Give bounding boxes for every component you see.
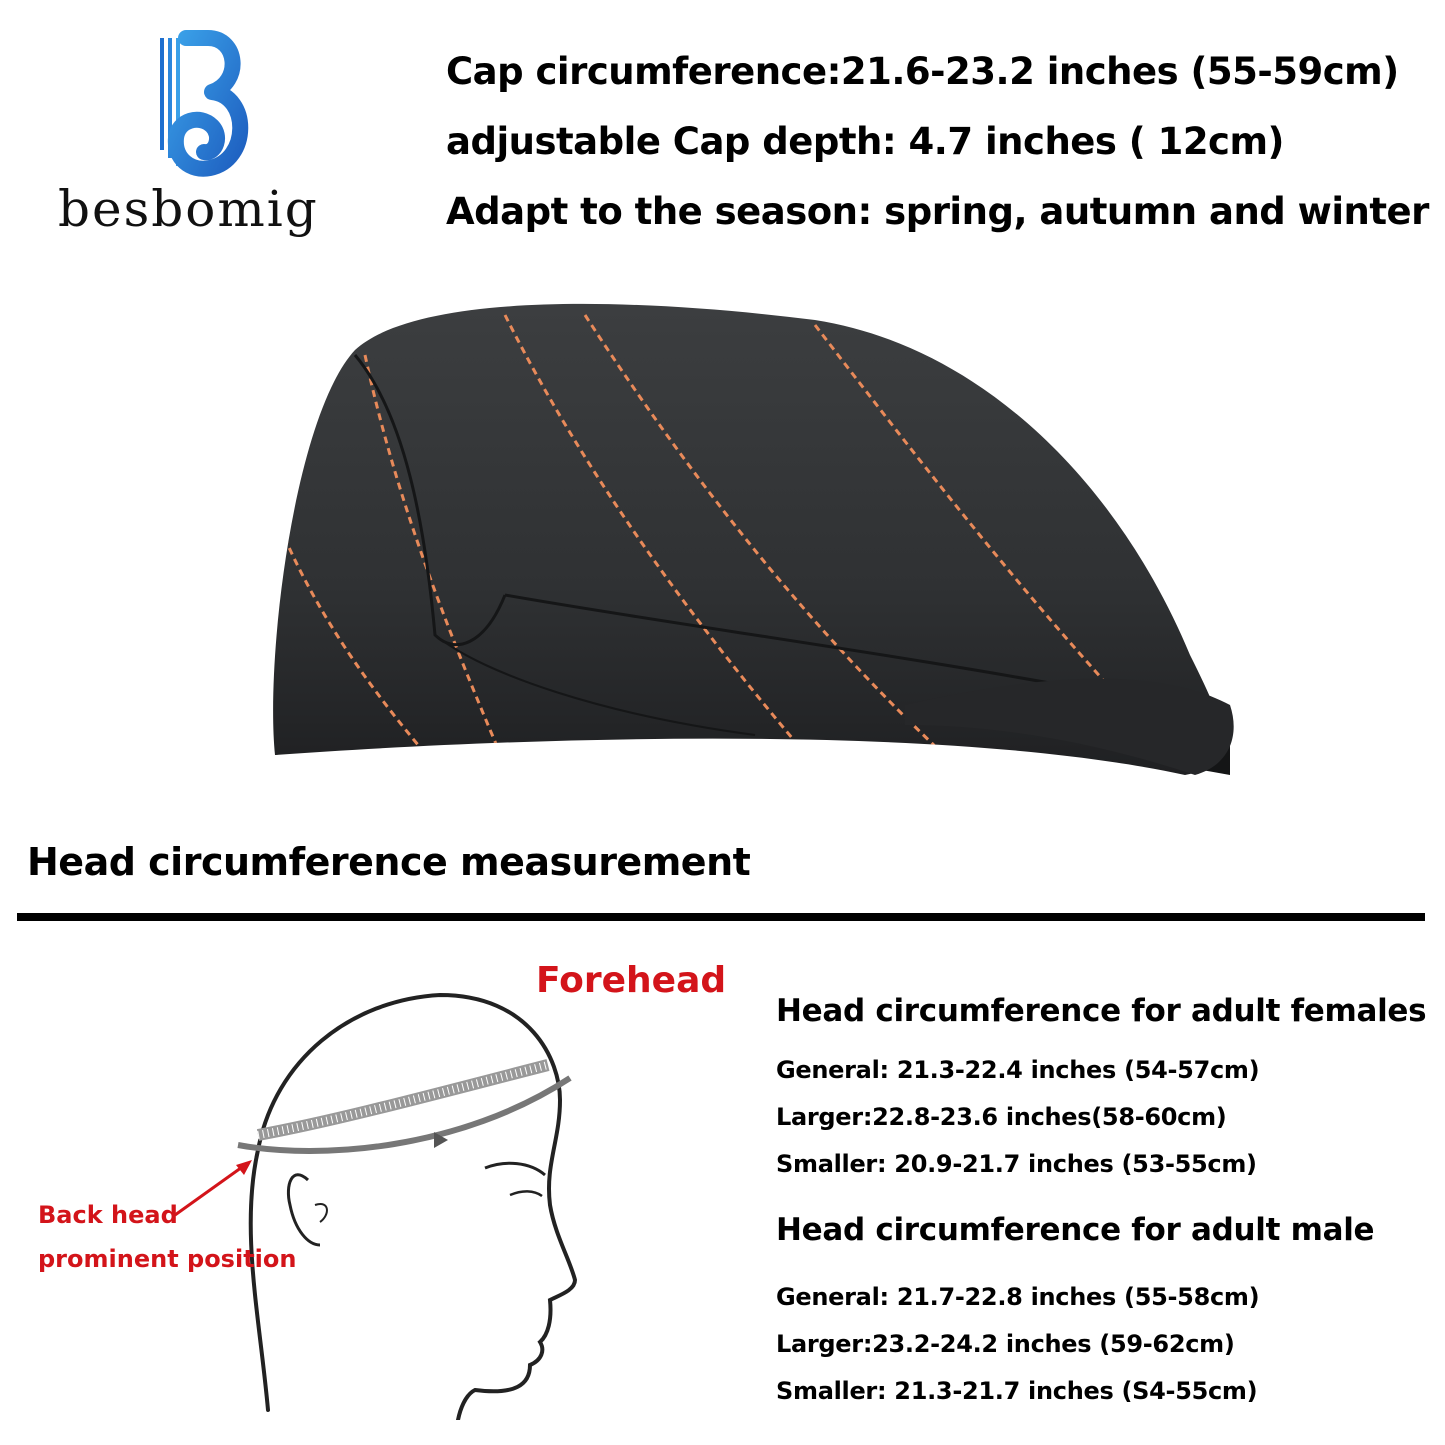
- spec-cap-depth: adjustable Cap depth: 4.7 inches ( 12cm): [446, 120, 1284, 163]
- female-size-general: General: 21.3-22.4 inches (54-57cm): [776, 1056, 1260, 1084]
- section-divider: [17, 913, 1425, 921]
- male-size-larger: Larger:23.2-24.2 inches (59-62cm): [776, 1330, 1235, 1358]
- female-size-larger: Larger:22.8-23.6 inches(58-60cm): [776, 1103, 1227, 1131]
- brand-name: besbomig: [58, 180, 319, 238]
- male-size-general: General: 21.7-22.8 inches (55-58cm): [776, 1283, 1260, 1311]
- flat-cap-image: [255, 295, 1240, 790]
- female-size-smaller: Smaller: 20.9-21.7 inches (53-55cm): [776, 1150, 1257, 1178]
- male-size-smaller: Smaller: 21.3-21.7 inches (S4-55cm): [776, 1377, 1258, 1405]
- brand-logo-icon: [150, 30, 260, 185]
- back-head-label-line1: Back head: [38, 1201, 178, 1229]
- male-sizes-title: Head circumference for adult male: [776, 1212, 1375, 1248]
- back-head-label-line2: prominent position: [38, 1245, 297, 1273]
- forehead-label: Forehead: [536, 960, 727, 1001]
- spec-cap-circumference: Cap circumference:21.6-23.2 inches (55-59cm): [446, 50, 1399, 93]
- spec-season: Adapt to the season: spring, autumn and winter: [446, 190, 1429, 233]
- back-head-arrow-icon: [170, 1155, 260, 1225]
- female-sizes-title: Head circumference for adult females: [776, 993, 1427, 1029]
- section-title: Head circumference measurement: [27, 840, 751, 884]
